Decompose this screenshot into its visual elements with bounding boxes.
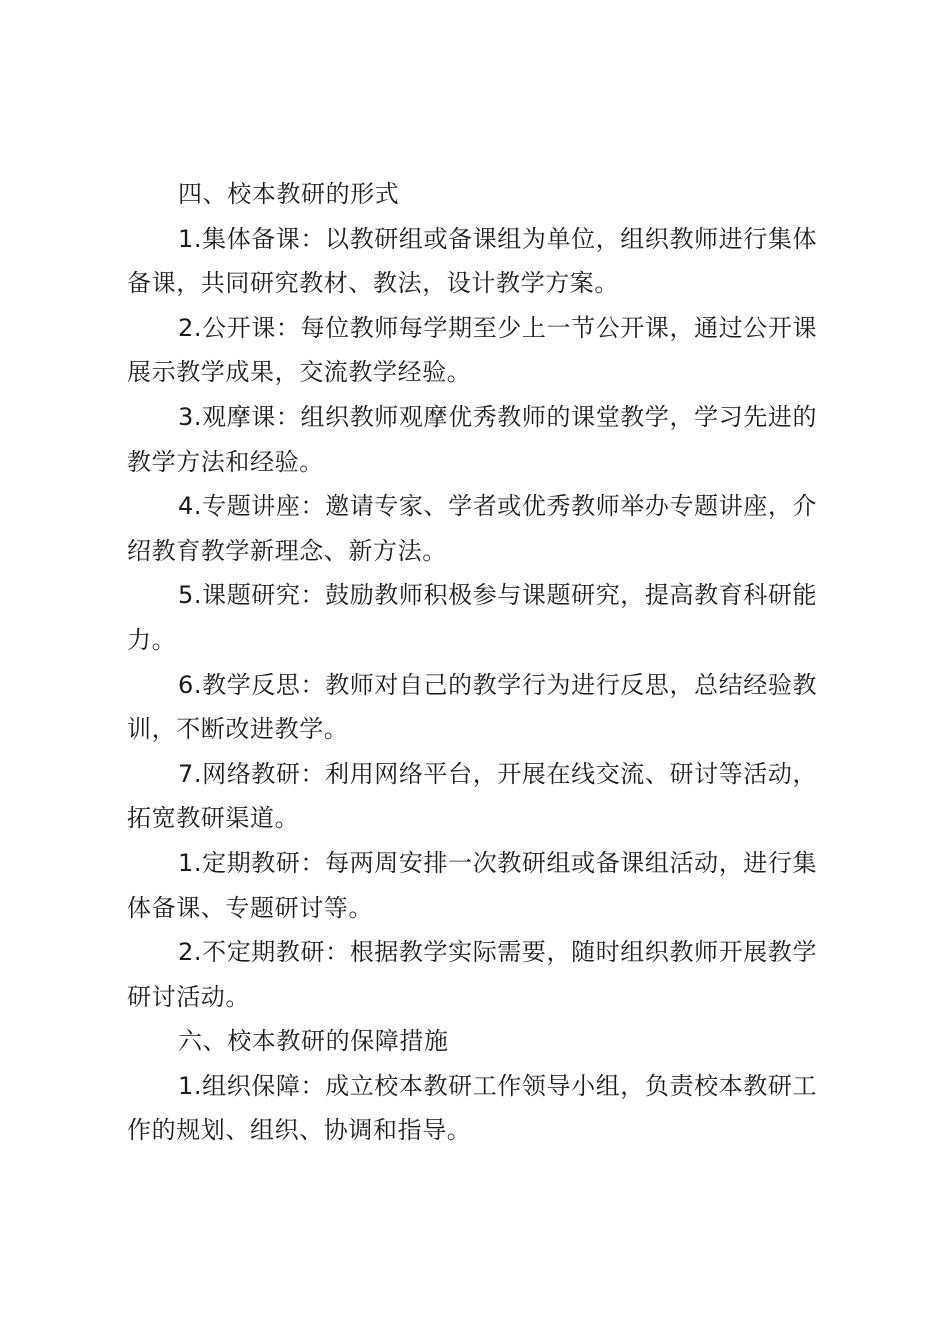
paragraph-open-class: 2.公开课：每位教师每学期至少上一节公开课，通过公开课展示教学成果，交流教学经验。: [127, 313, 818, 387]
paragraph-irregular-research: 2.不定期教研：根据教学实际需要，随时组织教师开展教学研讨活动。: [127, 938, 818, 1011]
paragraph-observation-class: 3.观摩课：组织教师观摩优秀教师的课堂教学，学习先进的教学方法和经验。: [127, 402, 818, 476]
paragraph-teaching-reflection: 6.教学反思：教师对自己的教学行为进行反思，总结经验教训，不断改进教学。: [127, 670, 818, 744]
paragraph-organizational-safeguard: 1.组织保障：成立校本教研工作领导小组，负责校本教研工作的规划、组织、协调和指导。: [127, 1071, 818, 1145]
section-heading-forms: 四、校本教研的形式: [178, 180, 400, 208]
section-heading-safeguards: 六、校本教研的保障措施: [178, 1027, 449, 1056]
paragraph-online-research: 7.网络教研：利用网络平台，开展在线交流、研讨等活动，拓宽教研渠道。: [127, 759, 818, 833]
paragraph-regular-research: 1.定期教研：每两周安排一次教研组或备课组活动，进行集体备课、专题研讨等。: [127, 848, 818, 922]
paragraph-research-project: 5.课题研究：鼓励教师积极参与课题研究，提高教育科研能力。: [127, 581, 818, 654]
paragraph-special-lecture: 4.专题讲座：邀请专家、学者或优秀教师举办专题讲座，介绍教育教学新理念、新方法。: [127, 492, 818, 565]
document-body: [127, 172, 827, 1153]
paragraph-collective-lesson-prep: 1.集体备课：以教研组或备课组为单位，组织教师进行集体备课，共同研究教材、教法，设计教学方案。: [127, 224, 818, 298]
